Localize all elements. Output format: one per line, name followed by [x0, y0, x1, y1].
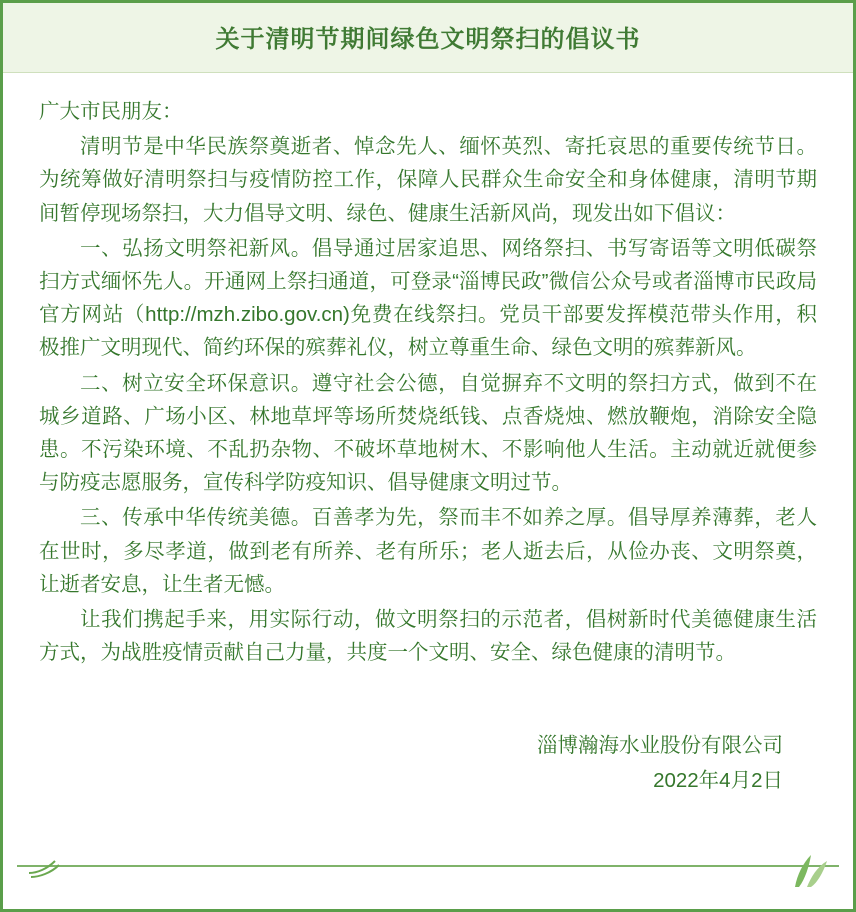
paragraph-1: 清明节是中华民族祭奠逝者、悼念先人、缅怀英烈、寄托哀思的重要传统节日。为统筹做好清明祭扫与疫情防控工作，保障人民群众生命安全和身体健康，清明节期间暂停现场祭扫，大力倡导文明、绿色、健康生活新风尚，现发出如下倡议： — [39, 135, 817, 225]
paragraph-4: 三、传承中华传统美德。百善孝为先，祭而丰不如养之厚。倡导厚养薄葬，老人在世时，多尽孝道，做到老有所养、老有所乐；老人逝去后，从俭办丧、文明祭奠，让逝者安息，让生者无憾。 — [39, 506, 817, 596]
signature-date: 2022年4月2日 — [653, 769, 783, 793]
signature-block — [39, 729, 817, 799]
page-title: 关于清明节期间绿色文明祭扫的倡议书 — [215, 26, 641, 53]
leaf-icon-right — [785, 853, 831, 887]
footer-divider — [17, 865, 839, 867]
leaf-icon-left — [25, 857, 65, 879]
salutation: 广大市民朋友： — [39, 100, 183, 123]
document-body — [3, 73, 853, 799]
paragraph-5: 让我们携起手来，用实际行动，做文明祭扫的示范者，倡树新时代美德健康生活方式，为战胜疫情贡献自己力量，共度一个文明、安全、绿色健康的清明节。 — [39, 608, 817, 665]
paragraph-2: 一、弘扬文明祭祀新风。倡导通过居家追思、网络祭扫、书写寄语等文明低碳祭扫方式缅怀先人。开通网上祭扫通道，可登录“淄博民政”微信公众号或者淄博市民政局官方网站（http://mzh.zibo.gov.cn)免费在线祭扫。党员干部要发挥模范带头作用，积极推广文明现代、简约环保的殡葬礼仪，树立尊重生命、绿色文明的殡葬新风。 — [39, 236, 817, 360]
title-band — [3, 3, 853, 73]
paragraph-3: 二、树立安全环保意识。遵守社会公德，自觉摒弃不文明的祭扫方式，做到不在城乡道路、广场小区、林地草坪等场所焚烧纸钱、点香烧烛、燃放鞭炮，消除安全隐患。不污染环境、不乱扔杂物、不破坏草地树木、不影响他人生活。主动就近就便参与防疫志愿服务，宣传科学防疫知识、倡导健康文明过节。 — [39, 371, 817, 495]
signature-organization: 淄博瀚海水业股份有限公司 — [537, 734, 783, 758]
